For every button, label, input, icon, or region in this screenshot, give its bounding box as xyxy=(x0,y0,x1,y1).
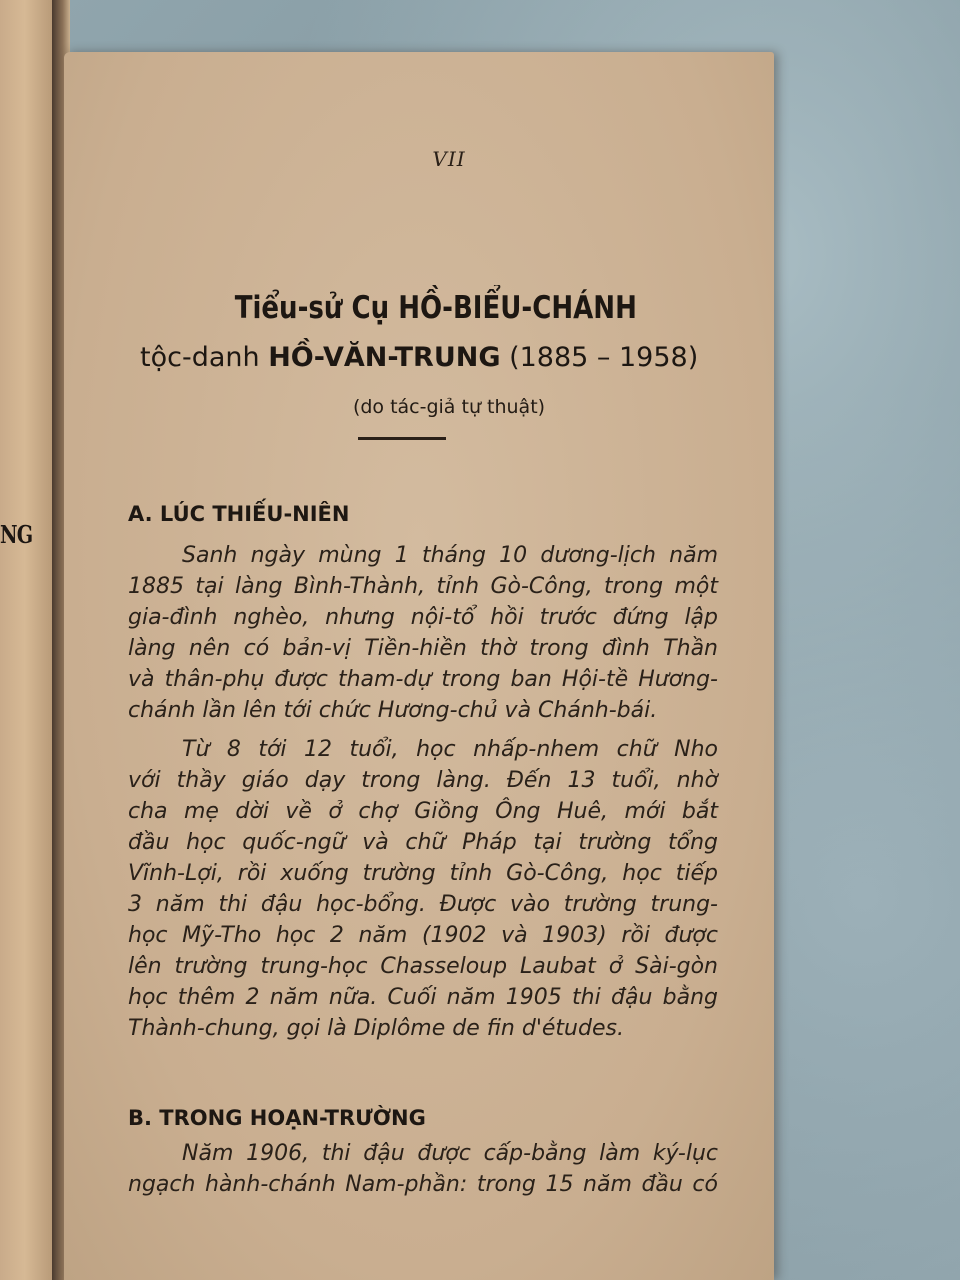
text-line: và thân-phụ được tham-dự trong ban Hội-tề Hương- xyxy=(128,667,718,692)
paragraph-a2 xyxy=(128,734,718,1044)
text-line: Thành-chung, gọi là Diplôme de fin d'études. xyxy=(128,1016,624,1041)
text-line: Năm 1906, thi đậu được cấp-bằng làm ký-lục xyxy=(182,1141,718,1166)
title-divider xyxy=(358,437,446,440)
text-line: chánh lần lên tới chức Hương-chủ và Chánh-bái. xyxy=(128,698,658,723)
text-line: cha mẹ dời về ở chợ Giồng Ông Huê, mới bắt xyxy=(128,799,718,824)
text-line: ngạch hành-chánh Nam-phần: trong 15 năm đầu có xyxy=(128,1172,718,1197)
text-line: làng nên có bản-vị Tiền-hiền thờ trong đình Thần xyxy=(128,636,718,661)
section-heading-a: A. LÚC THIẾU-NIÊN xyxy=(128,502,350,526)
subtitle-years: (1885 – 1958) xyxy=(500,342,699,373)
text-line: Sanh ngày mùng 1 tháng 10 dương-lịch năm xyxy=(182,543,718,568)
text-line: 3 năm thi đậu học-bổng. Được vào trường trung- xyxy=(128,892,718,917)
subtitle-name: HỒ-VĂN-TRUNG xyxy=(268,342,501,373)
paragraph-a1 xyxy=(128,540,718,726)
section-heading-b: B. TRONG HOẠN-TRƯỜNG xyxy=(128,1106,426,1130)
text-line: học thêm 2 năm nữa. Cuối năm 1905 thi đậu bằng xyxy=(128,985,718,1010)
text-line: với thầy giáo dạy trong làng. Đến 13 tuổi, nhờ xyxy=(128,768,718,793)
text-line: lên trường trung-học Chasseloup Laubat ở Sài-gòn xyxy=(128,954,718,979)
book-page xyxy=(64,52,774,1280)
page-title: Tiểu-sử Cụ HỒ-BIỂU-CHÁNH xyxy=(234,290,637,326)
text-line: Vĩnh-Lợi, rồi xuống trường tỉnh Gò-Công, học tiếp xyxy=(128,861,718,886)
text-line: Từ 8 tới 12 tuổi, học nhấp-nhem chữ Nho xyxy=(182,737,718,762)
text-line: gia-đình nghèo, nhưng nội-tổ hồi trước đứng lập xyxy=(128,605,718,630)
subtitle-prefix: tộc-danh xyxy=(140,342,269,373)
previous-page-text: NG xyxy=(0,520,33,549)
page-number: VII xyxy=(432,147,466,171)
text-line: 1885 tại làng Bình-Thành, tỉnh Gò-Công, trong một xyxy=(128,574,718,599)
paragraph-b1 xyxy=(128,1138,718,1200)
page-subtitle xyxy=(140,342,698,373)
text-line: học Mỹ-Tho học 2 năm (1902 và 1903) rồi được xyxy=(128,923,718,948)
text-line: đầu học quốc-ngữ và chữ Pháp tại trường tổng xyxy=(128,830,718,855)
author-note: (do tác-giả tự thuật) xyxy=(352,396,546,418)
